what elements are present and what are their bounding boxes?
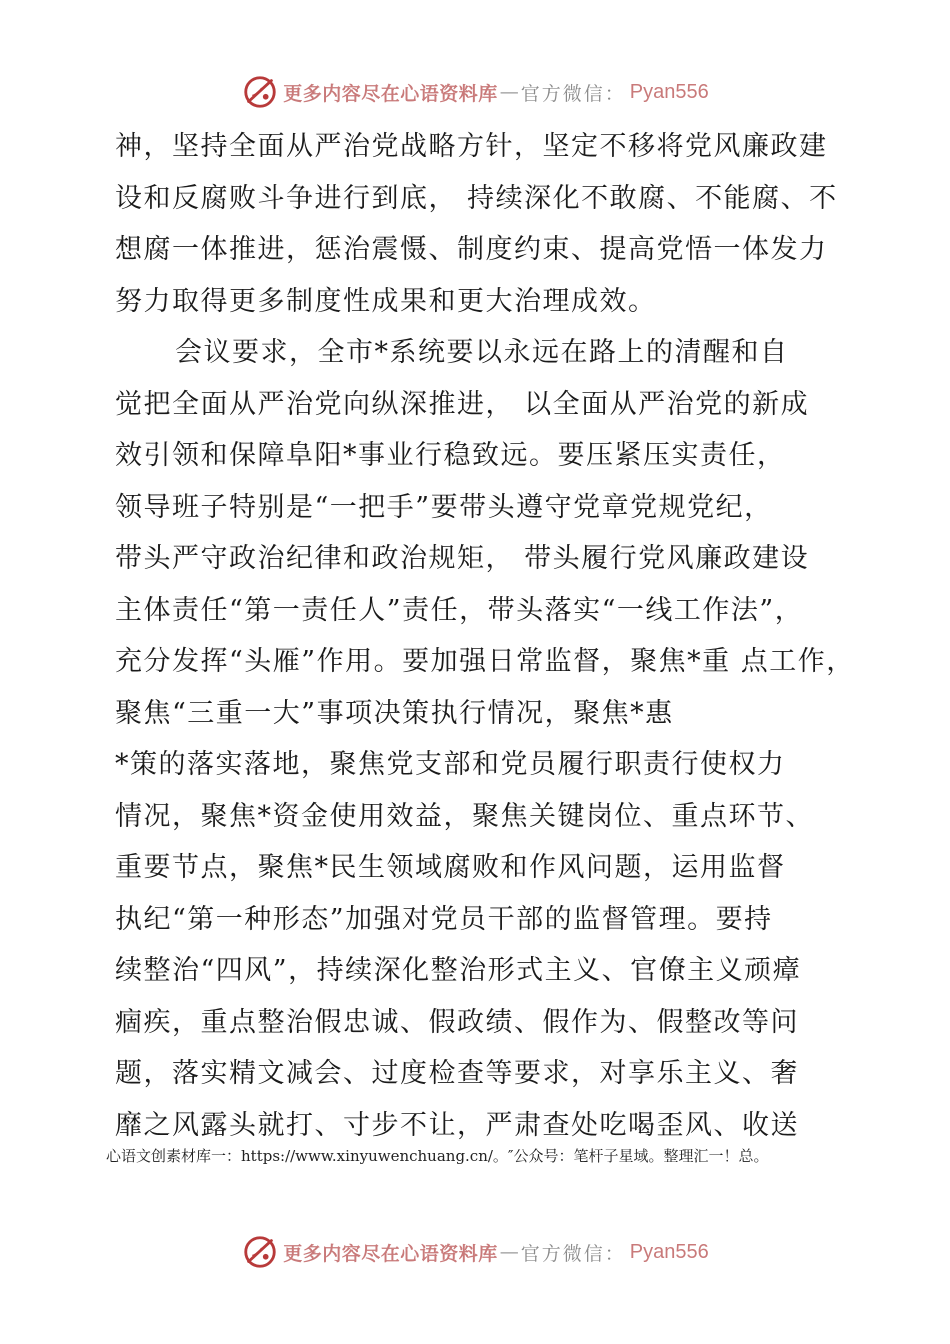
body-line: 痼疾，重点整治假忠诚、假政绩、假作为、假整改等问 [115, 1006, 799, 1038]
body-line: 情况，聚焦*资金使用效益，聚焦关键岗位、重点环节、 [115, 800, 814, 832]
body-line: 重要节点，聚焦*民生领域腐败和作风问题，运用监督 [115, 852, 786, 883]
footer-source-note: 心语文创素材库一：https://www.xinyuwenchuang.cn/。″公众号：笔杆子星域。整理汇一！总。 [106, 1147, 769, 1165]
body-line: 觉把全面从严治党向纵深推进， 以全面从严治党的新成 [115, 388, 810, 420]
body-line: 聚焦“三重一大”事项决策执行情况，聚焦*惠 [115, 697, 674, 729]
banner-wechat-label: 官方微信： [520, 82, 626, 105]
body-line: 主体责任“第一责任人”责任，带头落实“一线工作法”， [115, 594, 804, 626]
body-line: *策的落实落地，聚焦党支部和党员履行职责行使权力 [115, 749, 786, 780]
banner-wechat-id: Pyan556 [629, 1240, 709, 1263]
banner-wechat-label: 官方微信： [520, 1242, 626, 1265]
pen-circle-logo-icon [241, 1233, 279, 1271]
body-line: 充分发挥“头雁”作用。要加强日常监督，聚焦*重 点工作， [115, 646, 855, 677]
banner-separator: — [499, 81, 519, 103]
body-line: 设和反腐败斗争进行到底， 持续深化不敢腐、不能腐、不 [115, 182, 838, 214]
pen-circle-logo-icon [241, 73, 279, 111]
header-banner [0, 70, 950, 114]
body-line: 努力取得更多制度性成果和更大治理成效。 [115, 285, 657, 317]
footer-banner [0, 1230, 950, 1274]
banner-separator: — [499, 1241, 519, 1263]
body-line: 续整治“四风”，持续深化整治形式主义、官僚主义顽瘴 [115, 955, 802, 986]
body-line: 领导班子特别是“一把手”要带头遵守党章党规党纪， [115, 491, 773, 523]
banner-brand: 更多内容尽在心语资料库 [283, 1242, 498, 1265]
body-line: 想腐一体推进，惩治震慑、制度约束、提高党悟一体发力 [115, 234, 828, 265]
document-body [115, 121, 885, 1151]
banner-brand: 更多内容尽在心语资料库 [283, 82, 498, 105]
body-line: 效引领和保障阜阳*事业行稳致远。要压紧压实责任， [115, 440, 786, 471]
body-line: 靡之风露头就打、寸步不让，严肃查处吃喝歪风、收送 [115, 1109, 799, 1141]
body-line-paragraph-start: 会议要求，全市*系统要以永远在路上的清醒和自 [175, 337, 789, 368]
body-line: 带头严守政治纪律和政治规矩， 带头履行党风廉政建设 [115, 543, 810, 574]
banner-wechat-id: Pyan556 [629, 80, 709, 103]
body-line: 执纪“第一种形态”加强对党员干部的监督管理。要持 [115, 903, 773, 935]
body-line: 神，坚持全面从严治党战略方针，坚定不移将党风廉政建 [115, 131, 828, 162]
body-line: 题，落实精文减会、过度检查等要求，对享乐主义、奢 [115, 1058, 799, 1089]
